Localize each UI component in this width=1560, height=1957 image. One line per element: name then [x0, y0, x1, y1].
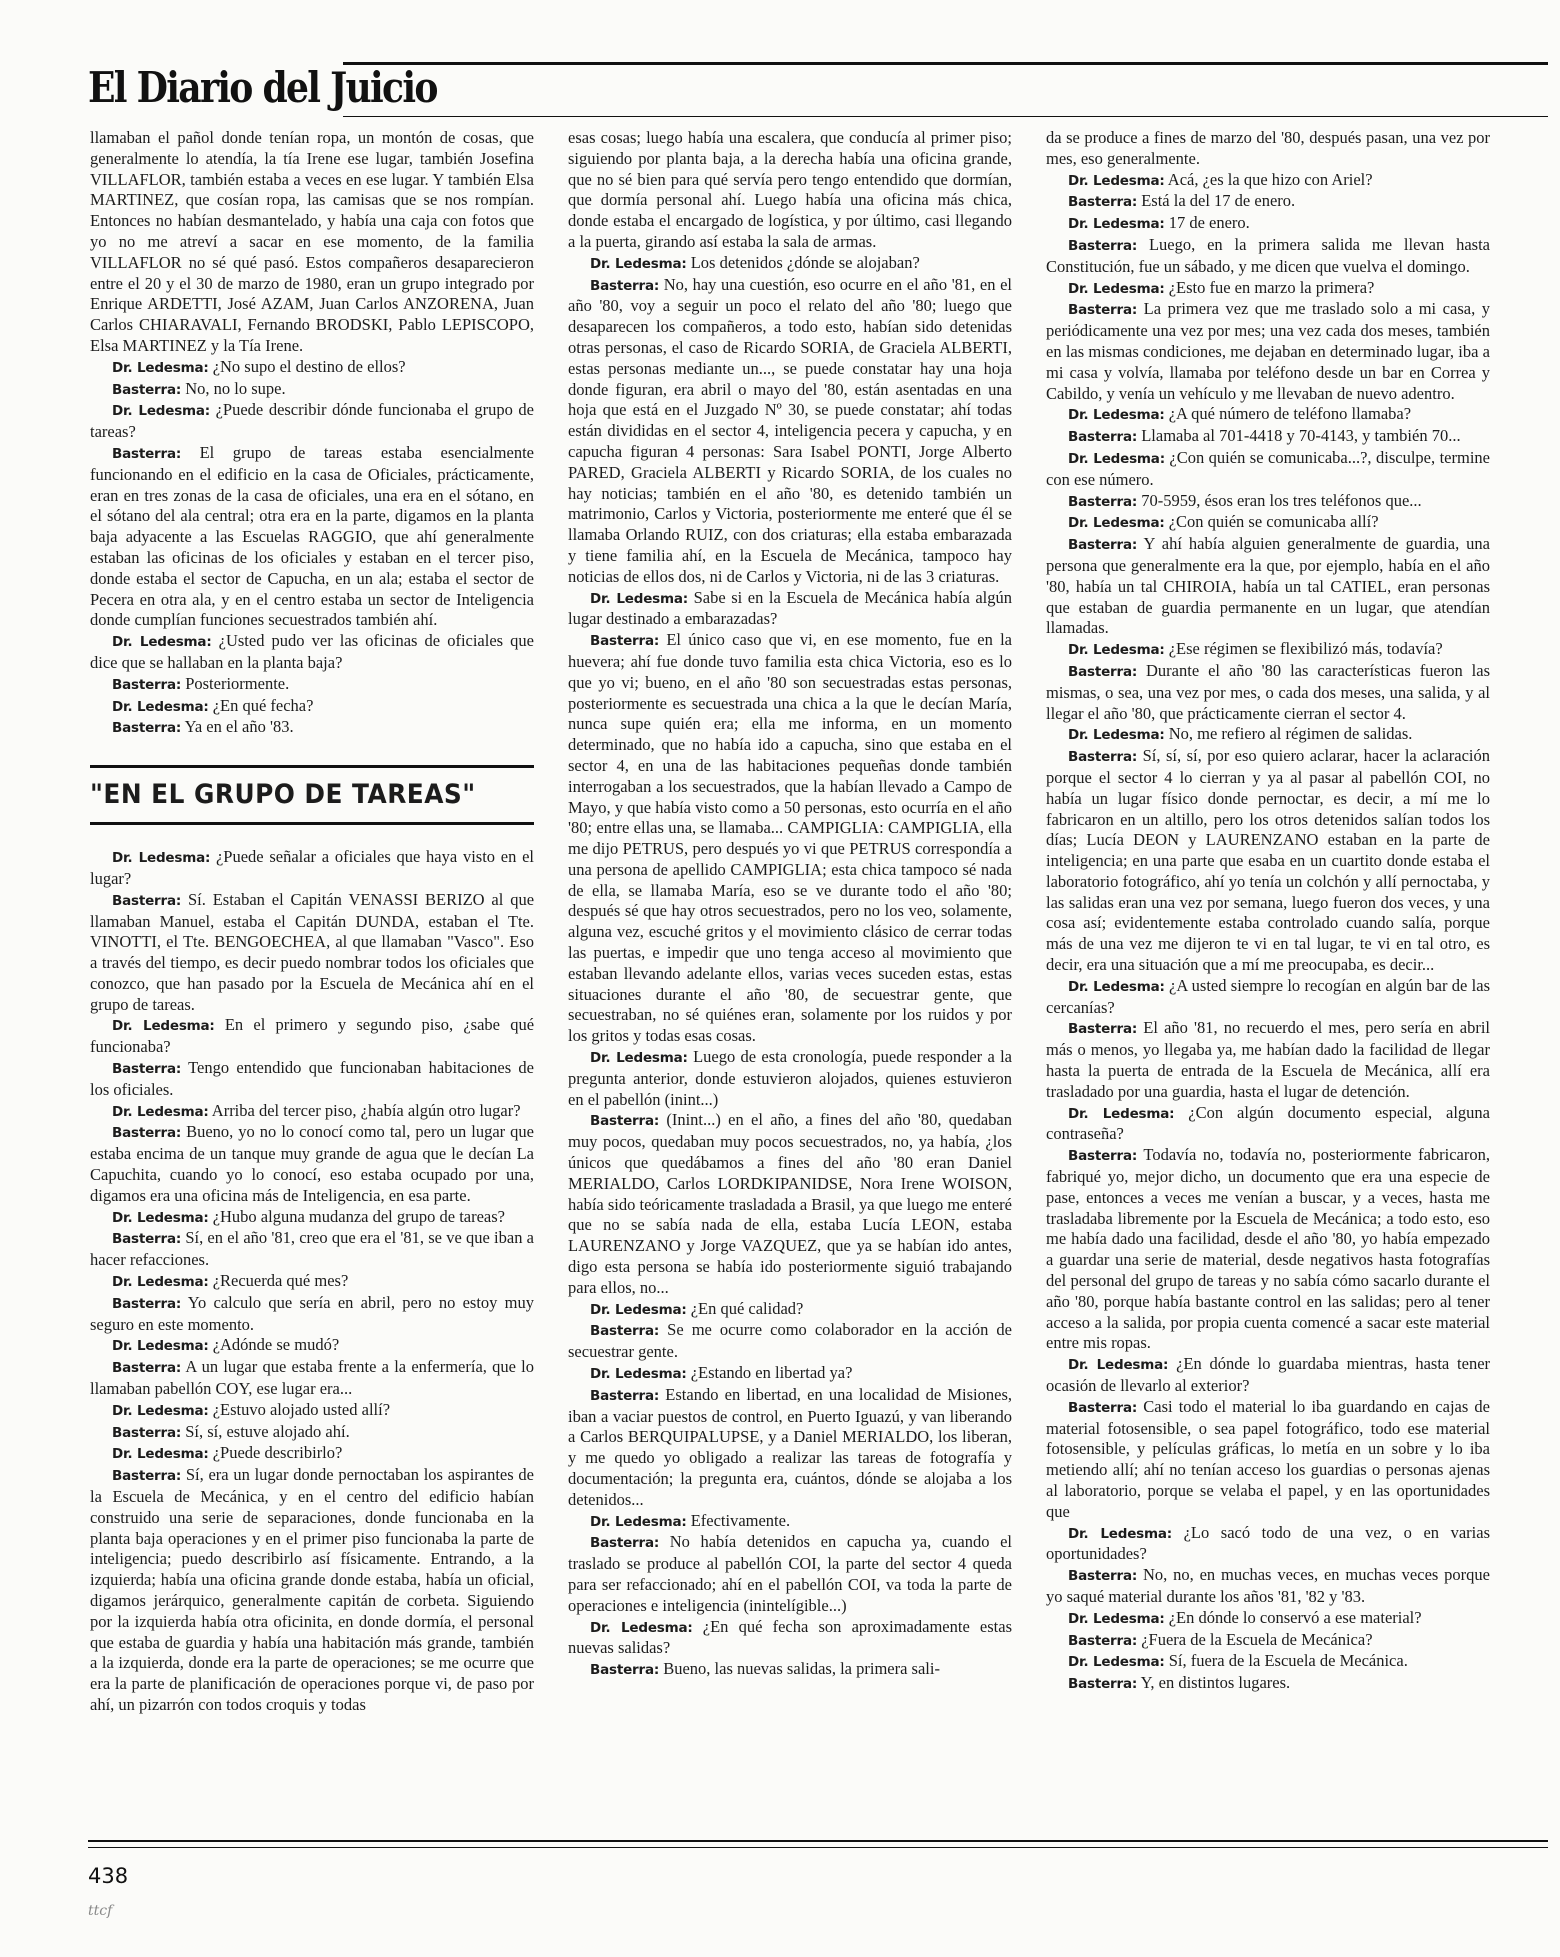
- paragraph-text: ¿Hubo alguna mudanza del grupo de tareas?: [212, 1206, 505, 1226]
- paragraph-text: ¿En qué fecha?: [212, 695, 314, 715]
- paragraph-text: La primera vez que me traslado solo a mi casa, y periódicamente una vez por mes; una vez cada dos meses, también en las mismas condiciones, me dejaban en determinado lugar, iba a mi casa y volvía, llamaba por teléfono desde un bar en Correa y Cabildo, y venía un vehículo y me llevaban de nuevo adentro.: [1046, 299, 1490, 403]
- paragraph-text: Luego, en la primera salida me llevan hasta Constitución, fue un sábado, y me dicen que vuelva el domingo.: [1046, 234, 1490, 276]
- speaker-label: Dr. Ledesma:: [590, 1050, 688, 1067]
- transcript-paragraph: [90, 379, 534, 401]
- transcript-paragraph: [1046, 1103, 1490, 1146]
- speaker-label: Basterra:: [112, 1360, 182, 1377]
- paragraph-text: No, hay una cuestión, eso ocurre en el año '81, en el año '80, voy a seguir un poco el relato del año '80; luego que desaparecen los compañeros, a todo esto, habían sido detenidas otras personas, el caso de Ricardo SORIA, de Graciela ALBERTI, estas personas mediante un..., se puede constatar hay una hoja donde figuran, era abril o mayo del '80, están asentadas en una hoja que está en el Juzgado Nº 30, se puede constatar; ahí todas están divididas en el sector 4, inteligencia pecera y capucha, y en capucha figuran 4 personas: Sara Isabel PONTI, Jorge Alberto PARED, Graciela ALBERTI y Ricardo SORIA, de los cuales no hay noticias; también en el año '80, es detenido también un matrimonio, Carlos y Victoria, posteriormente me enteré que él se llamaba Orlando RUIZ, con dos criaturas; ella estaba embarazada y tiene familia ahí, en la Escuela de Mecánica, tampoco hay noticias de ellos dos, ni de Carlos y Victoria, ni de las 3 criaturas.: [568, 274, 1012, 586]
- paragraph-text: (Inint...) en el año, a fines del año '80, quedaban muy pocos, quedaban muy pocos secuestrados, no, ya había, ¿los únicos que quedábamos a fines del año '80 eran Daniel MERIALDO, Carlos LORDKIPANIDSE, Nora Irene WOISON, había sido teóricamente trasladada a Brasil, ya que luego me enteré que no se sabía nada de ella, estaba Lucía LEON, estaba LAURENZANO y Jorge VAZQUEZ, que ya se habían ido antes, digo esta persona se había ido posteriormente siguió trabajando para ellos, no...: [568, 1110, 1012, 1297]
- speaker-label: Basterra:: [1068, 1568, 1138, 1585]
- transcript-paragraph: [90, 717, 534, 739]
- transcript-paragraph: [1046, 404, 1490, 426]
- speaker-label: Basterra:: [590, 277, 660, 294]
- column-1-top: [90, 128, 534, 739]
- paragraph-text: ¿Fuera de la Escuela de Mecánica?: [1141, 1629, 1373, 1649]
- paragraph-text: Efectivamente.: [690, 1510, 791, 1530]
- transcript-paragraph: [90, 1422, 534, 1444]
- paragraph-text: ¿Estuvo alojado usted allí?: [212, 1399, 391, 1419]
- masthead-rule: [343, 62, 1548, 65]
- transcript-paragraph: [568, 128, 1012, 253]
- transcript-paragraph: [568, 588, 1012, 631]
- paragraph-text: ¿Lo sacó todo de una vez, o en varias oportunidades?: [1046, 1522, 1490, 1564]
- speaker-label: Dr. Ledesma:: [1068, 172, 1165, 189]
- transcript-paragraph: [90, 1443, 534, 1465]
- paragraph-text: ¿En qué fecha son aproximadamente estas nuevas salidas?: [568, 1616, 1012, 1658]
- paragraph-text: Sí, fuera de la Escuela de Mecánica.: [1168, 1651, 1408, 1671]
- transcript-paragraph: [568, 1320, 1012, 1363]
- paragraph-text: ¿A usted siempre lo recogían en algún bar de las cercanías?: [1046, 975, 1490, 1017]
- article-columns: [90, 128, 1490, 1830]
- speaker-label: Dr. Ledesma:: [112, 1338, 209, 1355]
- page-number: 438: [88, 1864, 129, 1888]
- transcript-paragraph: [1046, 534, 1490, 639]
- paragraph-text: Y ahí había alguien generalmente de guardia, una persona que generalmente era la que, por ejemplo, había en el año '80, había un tal CHIROIA, había un tal CATIEL, eran personas que estaban de guardia permanente en un lugar, que atendían llamadas.: [1046, 534, 1490, 638]
- transcript-paragraph: [1046, 448, 1490, 491]
- speaker-label: Dr. Ledesma:: [112, 634, 212, 651]
- speaker-label: Dr. Ledesma:: [1068, 216, 1165, 233]
- transcript-paragraph: [1046, 213, 1490, 235]
- transcript-paragraph: [1046, 426, 1490, 448]
- paragraph-text: ¿Con algún documento especial, alguna contraseña?: [1046, 1102, 1490, 1144]
- paragraph-text: Sí. Estaban el Capitán VENASSI BERIZO al que llamaban Manuel, estaba el Capitán DUNDA, estaban el Tte. VINOTTI, el Tte. BENGOECHEA, al que llamaban "Vasco". Eso a través del tiempo, es decir puedo nombrar todos los oficiales que conozco, que han pasado por la Escuela de Mecánica ahí en el grupo de tareas.: [90, 889, 534, 1014]
- speaker-label: Basterra:: [112, 892, 182, 909]
- paragraph-text: esas cosas; luego había una escalera, que conducía al primer piso; siguiendo por planta baja, a la derecha había una oficina grande, que no sé bien para qué servía pero tengo entendido que dormían, que dormía personal ahí. Luego había una oficina más chica, donde estaba el encargado de logística, y por último, casi llegando a la puerta, girando así estaba la sala de armas.: [568, 128, 1012, 251]
- transcript-paragraph: [90, 1101, 534, 1123]
- transcript-paragraph: [90, 1465, 534, 1716]
- paragraph-text: El grupo de tareas estaba esencialmente funcionando en el edificio en la casa de Oficiales, prácticamente, eran en tres zonas de la casa de oficiales, una era en el sótano, en el sótano del ala central; otra era en la parte, digamos en la planta baja adyacente a las Escuelas RAGGIO, que ahí generalmente estaban las oficinas de los oficiales y estaban en el tercer piso, donde estaba el sector de Capucha, en un ala; estaba el sector de Pecera en otra ala, y en el centro estaba un sector de Inteligencia donde cumplían funciones secuestrados también ahí.: [90, 442, 534, 630]
- paragraph-text: ¿A qué número de teléfono llamaba?: [1168, 404, 1412, 424]
- paragraph-text: Estando en libertad, en una localidad de Misiones, iban a vaciar puestos de control, en Puerto Iguazú, y van liberando a Carlos BERQUIPALUPSE, y a Daniel MERIALDO, los liberan, y me quedo yo obligado a realizar las tareas de fotografía y documentación; la pregunta era, cuántos, dónde se alojaba a los detenidos...: [568, 1384, 1012, 1509]
- transcript-paragraph: [568, 275, 1012, 588]
- transcript-paragraph: [90, 696, 534, 718]
- masthead: [88, 58, 1548, 118]
- transcript-paragraph: [568, 1532, 1012, 1616]
- transcript-paragraph: [1046, 235, 1490, 278]
- speaker-label: Basterra:: [1068, 429, 1138, 446]
- paragraph-text: ¿Puede describir dónde funcionaba el grupo de tareas?: [90, 400, 534, 442]
- speaker-label: Dr. Ledesma:: [112, 1402, 209, 1419]
- transcript-paragraph: [90, 1293, 534, 1336]
- transcript-paragraph: [568, 1617, 1012, 1660]
- paragraph-text: ¿En qué calidad?: [690, 1298, 804, 1318]
- speaker-label: Dr. Ledesma:: [1068, 727, 1165, 744]
- column-3: [1046, 128, 1490, 1830]
- transcript-paragraph: [1046, 661, 1490, 724]
- speaker-label: Basterra:: [112, 1424, 182, 1441]
- transcript-paragraph: [90, 1207, 534, 1229]
- section-heading: "EN EL GRUPO DE TAREAS": [90, 779, 476, 811]
- paragraph-text: El único caso que vi, en ese momento, fue en la huevera; ahí fue donde tuvo familia esta chica Victoria, eso es lo que yo vi; bueno, en el año '80 son secuestradas estas personas, posteriormente es secuestrada una chica a la que le decían María, nunca supe quién era; ella me informa, en un momento determinado, que no había ido a capucha, sino que estaba en el sector 4, en una de las habitaciones pequeñas donde también interrogaban a los secuestrados, que la habían llevado a Campo de Mayo, y que había visto como a 50 personas, esto ocurría en el año '80; entre ellas una, se llamaba... CAMPIGLIA: CAMPIGLIA, ella me dijo PETRUS, pero después yo vi que PETRUS correspondía a una persona de apellido CAMPIGLIA; esta chica tampoco sé nada de ella, se llamaba María, eso se ve durante todo el año '80; después sé que hay otros secuestrados, pero no los veo, solamente, alguna vez, escuché gritos y el movimiento clásico de cerrar todas las puertas, e impedir que uno tenga acceso al movimiento que estaban llevando adelante ellos, varias veces suceden estas, estas situaciones durante el año '80, de secuestrar gente, que secuestraban, no sé quiénes eran, solamente por los ruidos y por los gritos y todas esas cosas.: [568, 630, 1012, 1046]
- transcript-paragraph: [568, 1385, 1012, 1511]
- paragraph-text: No, no lo supe.: [185, 378, 286, 398]
- transcript-paragraph: [1046, 512, 1490, 534]
- paragraph-text: 17 de enero.: [1168, 213, 1250, 233]
- paragraph-text: Y, en distintos lugares.: [1140, 1673, 1291, 1693]
- transcript-paragraph: [90, 890, 534, 1016]
- footer-rule: [88, 1840, 1548, 1842]
- speaker-label: Basterra:: [1068, 749, 1138, 766]
- paragraph-text: ¿Esto fue en marzo la primera?: [1168, 277, 1375, 297]
- speaker-label: Dr. Ledesma:: [1068, 407, 1165, 424]
- transcript-paragraph: [568, 1047, 1012, 1110]
- speaker-label: Dr. Ledesma:: [1068, 978, 1165, 995]
- paragraph-text: llamaban el pañol donde tenían ropa, un montón de cosas, que generalmente lo atendía, la tía Irene ese lugar, también Josefina VILLAFLOR, también estaba a veces en ese lugar. Y también Elsa MARTINEZ, que cosían ropa, las camisas que se nos rompían. Entonces no habían desmantelado, y había una caja con fotos que yo no me atreví a sacar en ese momento, de la familia VILLAFLOR no sé qué pasó. Estos compañeros desaparecieron entre el 20 y el 30 de marzo de 1980, eran un grupo integrado por Enrique ARDETTI, José AZAM, Juan Carlos ANZORENA, Juan Carlos CHIARAVALI, Fernando BRODSKI, Pablo LEPISCOPO, Elsa MARTINEZ y la Tía Irene.: [90, 128, 534, 355]
- paragraph-text: Luego de esta cronología, puede responder a la pregunta anterior, donde estuvieron alojados, quienes estuvieron en el pabellón (inint...): [568, 1047, 1012, 1109]
- transcript-paragraph: [1046, 1651, 1490, 1673]
- speaker-label: Basterra:: [112, 381, 182, 398]
- paragraph-text: ¿En dónde lo conservó a ese material?: [1168, 1607, 1422, 1627]
- speaker-label: Basterra:: [112, 1231, 182, 1248]
- transcript-paragraph: [90, 1122, 534, 1206]
- speaker-label: Basterra:: [590, 1535, 660, 1552]
- paragraph-text: ¿Recuerda qué mes?: [212, 1271, 349, 1291]
- speaker-label: Basterra:: [1068, 1676, 1138, 1693]
- masthead-rule-lower: [343, 116, 1548, 117]
- speaker-label: Basterra:: [590, 1113, 660, 1130]
- speaker-label: Dr. Ledesma:: [590, 1513, 687, 1530]
- speaker-label: Dr. Ledesma:: [112, 1446, 209, 1463]
- transcript-paragraph: [1046, 491, 1490, 513]
- speaker-label: Dr. Ledesma:: [590, 255, 687, 272]
- transcript-paragraph: [568, 1363, 1012, 1385]
- transcript-paragraph: [1046, 1397, 1490, 1523]
- speaker-label: Dr. Ledesma:: [1068, 515, 1165, 532]
- paragraph-text: Sí, sí, estuve alojado ahí.: [185, 1421, 350, 1441]
- transcript-paragraph: [90, 128, 534, 357]
- speaker-label: Basterra:: [1068, 493, 1138, 510]
- paragraph-text: Durante el año '80 las características fueron las mismas, o sea, una vez por mes, o cada dos meses, una salida, y al llegar el año '80, que prácticamente cierran el sector 4.: [1046, 660, 1490, 723]
- column-1: [90, 128, 534, 1830]
- speaker-label: Basterra:: [1068, 1632, 1138, 1649]
- transcript-paragraph: [1046, 1523, 1490, 1566]
- speaker-label: Basterra:: [590, 1387, 660, 1404]
- speaker-label: Basterra:: [112, 1468, 182, 1485]
- transcript-paragraph: [1046, 191, 1490, 213]
- paragraph-text: Los detenidos ¿dónde se alojaban?: [690, 252, 920, 272]
- paragraph-text: El año '81, no recuerdo el mes, pero sería en abril más o menos, yo llegaba ya, me habían dado la facilidad de llegar hasta la puerta de entrada de la Escuela de Mecánica, allí era trasladado por una guardia, hasta el lugar de detención.: [1046, 1018, 1490, 1101]
- speaker-label: Dr. Ledesma:: [1068, 1654, 1165, 1671]
- transcript-paragraph: [568, 253, 1012, 275]
- paragraph-text: Sí, en el año '81, creo que era el '81, se ve que iban a hacer refacciones.: [90, 1228, 534, 1270]
- column-2: [568, 128, 1012, 1830]
- speaker-label: Basterra:: [1068, 237, 1138, 254]
- transcript-paragraph: [90, 1357, 534, 1400]
- transcript-paragraph: [568, 1659, 1012, 1681]
- speaker-label: Basterra:: [1068, 663, 1138, 680]
- transcript-paragraph: [90, 1058, 534, 1101]
- paragraph-text: ¿Con quién se comunicaba...?, disculpe, termine con ese número.: [1046, 447, 1490, 489]
- paragraph-text: Posteriormente.: [185, 673, 290, 693]
- speaker-label: Basterra:: [1068, 1021, 1138, 1038]
- paragraph-text: ¿En dónde lo guardaba mientras, hasta tener ocasión de llevarlo al exterior?: [1046, 1354, 1490, 1396]
- transcript-paragraph: [1046, 1018, 1490, 1102]
- paragraph-text: Se me ocurre como colaborador en la acción de secuestrar gente.: [568, 1320, 1012, 1362]
- paragraph-text: Todavía no, todavía no, posteriormente fabricaron, fabriqué yo, mejor dicho, un documento que era una especie de pase, entonces a veces me venían a buscar, y a veces, hasta me trasladaba libremente por la Escuela de Mecánica; a todo esto, eso me había dado una facilidad, desde el año '80, yo había empezado a guardar una serie de material, desde negativos hasta fotografías del personal del grupo de tareas y no sabía cómo sacarlo durante el año '80, porque había bastante control en las salidas; pero al tener acceso a la salida, por propia cuenta comencé a sacar este material entre mis ropas.: [1046, 1145, 1490, 1353]
- speaker-label: Basterra:: [112, 1295, 182, 1312]
- speaker-label: Dr. Ledesma:: [1068, 1357, 1169, 1374]
- paragraph-text: Acá, ¿es la que hizo con Ariel?: [1167, 169, 1373, 189]
- transcript-paragraph: [90, 1271, 534, 1293]
- paragraph-text: Sabe si en la Escuela de Mecánica había algún lugar destinado a embarazadas?: [568, 587, 1012, 629]
- transcript-paragraph: [568, 1511, 1012, 1533]
- transcript-paragraph: [90, 1335, 534, 1357]
- column-2-body: [568, 128, 1012, 1681]
- paragraph-text: No había detenidos en capucha ya, cuando el traslado se produce al pabellón COI, la parte del sector 4 queda para ser refaccionado; ahí en el pabellón COI, va toda la parte de operaciones e inteligencia (inintelígible...): [568, 1532, 1012, 1615]
- column-1-bottom: [90, 847, 534, 1716]
- heading-rule-bottom: [90, 822, 534, 825]
- speaker-label: Dr. Ledesma:: [1068, 280, 1165, 297]
- transcript-paragraph: [1046, 299, 1490, 404]
- paragraph-text: En el primero y segundo piso, ¿sabe qué funcionaba?: [90, 1015, 534, 1057]
- paragraph-text: ¿No supo el destino de ellos?: [212, 356, 406, 376]
- paragraph-text: 70-5959, ésos eran los tres teléfonos que...: [1141, 490, 1422, 510]
- speaker-label: Basterra:: [1068, 1399, 1138, 1416]
- speaker-label: Dr. Ledesma:: [112, 403, 211, 420]
- speaker-label: Dr. Ledesma:: [1068, 1105, 1175, 1122]
- column-3-body: [1046, 128, 1490, 1695]
- paragraph-text: Bueno, las nuevas salidas, la primera sali-: [663, 1659, 940, 1679]
- transcript-paragraph: [90, 674, 534, 696]
- paragraph-text: da se produce a fines de marzo del '80, después pasan, una vez por mes, eso generalmente.: [1046, 128, 1490, 168]
- transcript-paragraph: [1046, 1630, 1490, 1652]
- speaker-label: Dr. Ledesma:: [112, 359, 209, 376]
- paragraph-text: ¿Con quién se comunicaba allí?: [1168, 512, 1379, 532]
- speaker-label: Dr. Ledesma:: [590, 590, 688, 607]
- speaker-label: Dr. Ledesma:: [112, 1209, 209, 1226]
- paragraph-text: No, me refiero al régimen de salidas.: [1168, 724, 1413, 744]
- speaker-label: Basterra:: [590, 633, 660, 650]
- paragraph-text: ¿Adónde se mudó?: [212, 1335, 340, 1355]
- paragraph-text: Está la del 17 de enero.: [1141, 191, 1296, 211]
- paragraph-text: Tengo entendido que funcionaban habitaciones de los oficiales.: [90, 1058, 534, 1099]
- speaker-label: Dr. Ledesma:: [112, 1018, 215, 1035]
- speaker-label: Basterra:: [112, 720, 182, 737]
- speaker-label: Dr. Ledesma:: [112, 698, 209, 715]
- transcript-paragraph: [1046, 170, 1490, 192]
- speaker-label: Dr. Ledesma:: [590, 1619, 693, 1636]
- handwritten-note: ttcf: [88, 1903, 113, 1919]
- paragraph-text: Ya en el año '83.: [184, 717, 294, 737]
- transcript-paragraph: [1046, 746, 1490, 976]
- transcript-paragraph: [1046, 976, 1490, 1019]
- paragraph-text: Sí, era un lugar donde pernoctaban los aspirantes de la Escuela de Mecánica, y en el centro del edificio habían construido una serie de separaciones, donde funcionaba en la planta baja operaciones y en el primer piso funcionaba la parte de inteligencia; puedo describirlo así físicamente. Entrando, a la izquierda; había una oficina grande donde estaba, había un oficial, digamos jerárquico, generalmente capitán de corbeta. Siguiendo por la izquierda había otra oficinita, en donde dormía, el personal que estaba de guardia y había una habitación más grande, también a la izquierda, donde era la parte de operaciones; se me ocurre que era la parte de planificación de operaciones porque vi, de paso por ahí, un pizarrón con todos croquis y todas: [90, 1465, 534, 1714]
- paragraph-text: Arriba del tercer piso, ¿había algún otro lugar?: [211, 1100, 521, 1120]
- transcript-paragraph: [90, 400, 534, 443]
- speaker-label: Dr. Ledesma:: [1068, 642, 1165, 659]
- paragraph-text: ¿Estando en libertad ya?: [690, 1363, 853, 1383]
- paragraph-text: No, no, en muchas veces, en muchas veces porque yo saqué material durante los años '81, '82 y '83.: [1046, 1565, 1490, 1606]
- speaker-label: Basterra:: [1068, 194, 1138, 211]
- paragraph-text: ¿Ese régimen se flexibilizó más, todavía?: [1168, 639, 1443, 659]
- transcript-paragraph: [1046, 1673, 1490, 1695]
- paragraph-text: ¿Usted pudo ver las oficinas de oficiales que dice que se hallaban en la planta baja?: [90, 631, 534, 672]
- transcript-paragraph: [1046, 639, 1490, 661]
- transcript-paragraph: [1046, 278, 1490, 300]
- transcript-paragraph: [90, 357, 534, 379]
- speaker-label: Dr. Ledesma:: [1068, 1610, 1165, 1627]
- transcript-paragraph: [1046, 1145, 1490, 1354]
- paragraph-text: ¿Puede describirlo?: [212, 1443, 343, 1463]
- transcript-paragraph: [90, 443, 534, 631]
- speaker-label: Dr. Ledesma:: [590, 1366, 687, 1383]
- speaker-label: Dr. Ledesma:: [1068, 1525, 1172, 1542]
- speaker-label: Basterra:: [112, 1125, 182, 1142]
- transcript-paragraph: [1046, 724, 1490, 746]
- speaker-label: Dr. Ledesma:: [1068, 450, 1165, 467]
- paragraph-text: Bueno, yo no lo conocí como tal, pero un lugar que estaba encima de un tanque muy grande de agua que le decían La Capuchita, cuando yo lo conocí, eso estaba ocupado por una, digamos era una oficina más de Inteligencia, en esa parte.: [90, 1122, 534, 1205]
- transcript-paragraph: [568, 1299, 1012, 1321]
- speaker-label: Basterra:: [112, 445, 182, 462]
- paragraph-text: ¿Puede señalar a oficiales que haya visto en el lugar?: [90, 847, 534, 888]
- speaker-label: Basterra:: [590, 1323, 660, 1340]
- transcript-paragraph: [1046, 1565, 1490, 1608]
- paragraph-text: A un lugar que estaba frente a la enfermería, que lo llamaban pabellón COY, ese lugar era...: [90, 1357, 534, 1399]
- transcript-paragraph: [1046, 128, 1490, 170]
- speaker-label: Dr. Ledesma:: [590, 1301, 687, 1318]
- speaker-label: Basterra:: [1068, 302, 1138, 319]
- speaker-label: Basterra:: [112, 676, 182, 693]
- newspaper-title: El Diario del Juicio: [88, 63, 437, 112]
- transcript-paragraph: [90, 847, 534, 890]
- speaker-label: Basterra:: [112, 1061, 182, 1078]
- paragraph-text: Yo calculo que sería en abril, pero no estoy muy seguro en este momento.: [90, 1292, 534, 1334]
- transcript-paragraph: [90, 1400, 534, 1422]
- paragraph-text: Casi todo el material lo iba guardando en cajas de material fotosensible, o sea papel fotográfico, todo ese material fotosensible, y películas gráficas, lo metía en un sobre y lo iba metiendo allí; ahí no tenían acceso los guardias o personas ajenas al laboratorio, porque se velaba el papel, y en las oportunidades que: [1046, 1396, 1490, 1521]
- transcript-paragraph: [90, 1228, 534, 1271]
- transcript-paragraph: [90, 631, 534, 674]
- speaker-label: Dr. Ledesma:: [112, 850, 211, 867]
- footer-rule-thin: [88, 1847, 1548, 1848]
- paragraph-text: Sí, sí, sí, por eso quiero aclarar, hacer la aclaración porque el sector 4 lo cierran y ya al pasar al pabellón COI, no había un lugar físico donde pernoctar, es decir, a mí me lo fabricaron en un altillo, pero los otros detenidos salían todos los días; Lucía DEON y LAURENZANO estaban en la parte de inteligencia; en una parte que esaba en un cuartito donde estaba el laboratorio fotográfico, ahí yo tenía un colchón y allí pernoctaba, y las salidas eran una vez por semana, luego fueron dos veces, y una cosa así; evidentemente estaba controlado cuando salía, porque más de una vez me dijeron te vi en tal lugar, te vi en tal otro, es decir, era una situación que a mí me preocupaba, es decir...: [1046, 746, 1490, 975]
- paragraph-text: Llamaba al 701-4418 y 70-4143, y también 70...: [1141, 426, 1461, 446]
- speaker-label: Dr. Ledesma:: [112, 1274, 209, 1291]
- transcript-paragraph: [1046, 1608, 1490, 1630]
- transcript-paragraph: [568, 1110, 1012, 1298]
- transcript-paragraph: [90, 1015, 534, 1058]
- speaker-label: Basterra:: [1068, 537, 1138, 554]
- transcript-paragraph: [1046, 1354, 1490, 1397]
- speaker-label: Dr. Ledesma:: [112, 1103, 209, 1120]
- speaker-label: Basterra:: [590, 1662, 660, 1679]
- transcript-paragraph: [568, 630, 1012, 1047]
- speaker-label: Basterra:: [1068, 1148, 1138, 1165]
- section-heading-block: [90, 765, 534, 825]
